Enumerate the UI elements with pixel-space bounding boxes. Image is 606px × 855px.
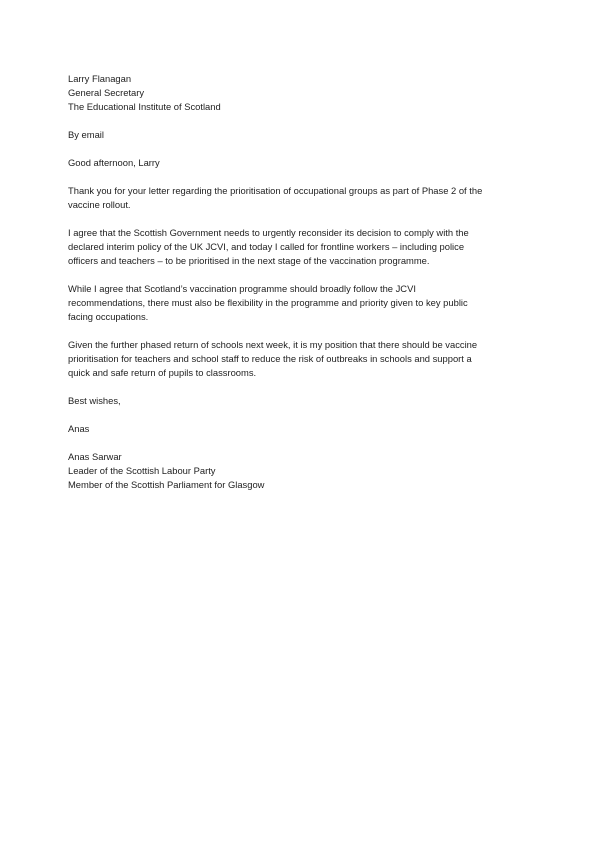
body-line: I agree that the Scottish Government needs to urgently reconsider its decision to comply with the [68, 227, 469, 238]
delivery-text: By email [68, 129, 104, 140]
signature [68, 422, 538, 436]
sender-role: Leader of the Scottish Labour Party [68, 465, 216, 476]
body-line: recommendations, there must also be flexibility in the programme and priority given to key public [68, 297, 468, 308]
body-line: Thank you for your letter regarding the prioritisation of occupational groups as part of Phase 2 of the [68, 185, 483, 196]
sender-constituency: Member of the Scottish Parliament for Glasgow [68, 479, 265, 490]
sender-name: Anas Sarwar [68, 451, 122, 462]
body-line: While I agree that Scotland’s vaccination programme should broadly follow the JCVI [68, 283, 416, 294]
closing [68, 394, 538, 408]
body-line: quick and safe return of pupils to classrooms. [68, 367, 257, 378]
body-line: declared interim policy of the UK JCVI, and today I called for frontline workers – including police [68, 241, 465, 252]
delivery-method [68, 128, 538, 142]
closing-text: Best wishes, [68, 395, 121, 406]
sender-block [68, 450, 538, 492]
recipient-address-block [68, 72, 538, 114]
body-paragraph-2 [68, 226, 538, 268]
body-line: Given the further phased return of schools next week, it is my position that there should be vaccine [68, 339, 478, 350]
body-paragraph-1 [68, 184, 538, 212]
body-paragraph-4 [68, 338, 538, 380]
body-line: vaccine rollout. [68, 199, 131, 210]
recipient-organisation: The Educational Institute of Scotland [68, 101, 221, 112]
body-paragraph-3 [68, 282, 538, 324]
salutation-text: Good afternoon, Larry [68, 157, 160, 168]
letter-body [68, 72, 538, 492]
salutation [68, 156, 538, 170]
recipient-name: Larry Flanagan [68, 73, 132, 84]
recipient-role: General Secretary [68, 87, 145, 98]
signature-first-name: Anas [68, 423, 90, 434]
body-line: officers and teachers – to be prioritised in the next stage of the vaccination programme. [68, 255, 430, 266]
body-line: prioritisation for teachers and school staff to reduce the risk of outbreaks in schools and support a [68, 353, 472, 364]
body-line: facing occupations. [68, 311, 149, 322]
